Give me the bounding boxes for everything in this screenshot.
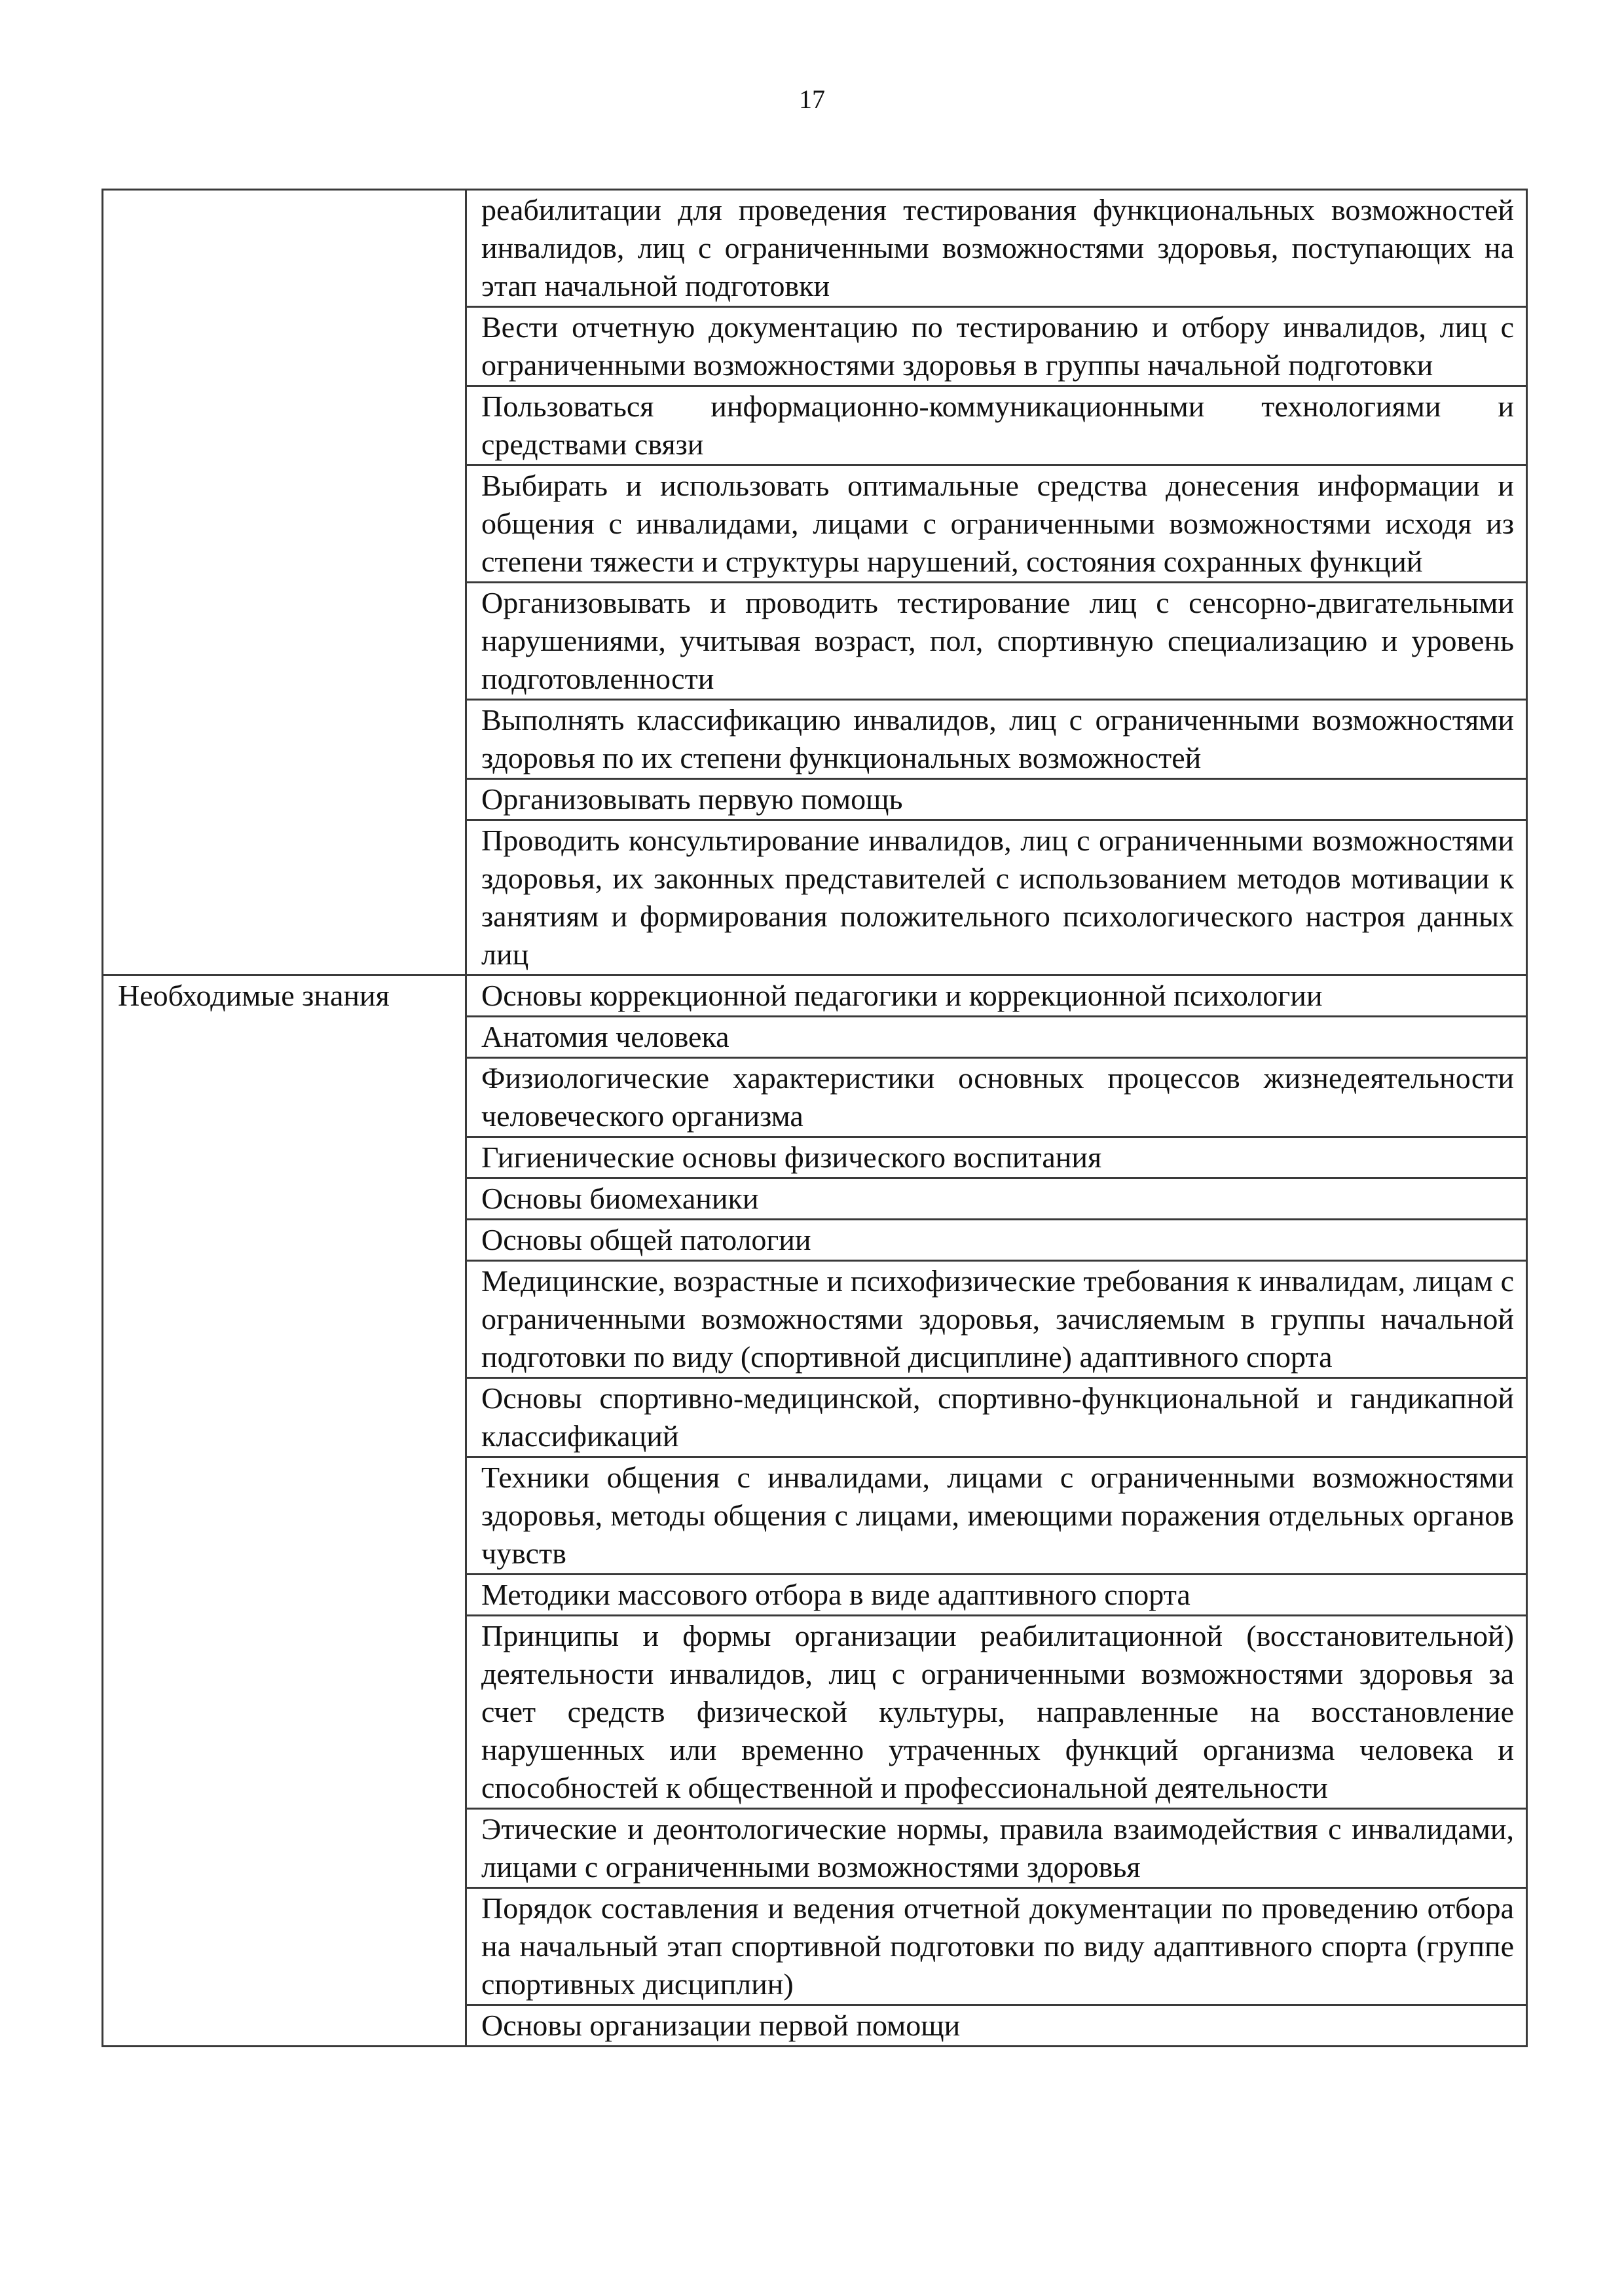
competency-table — [101, 189, 1528, 2047]
knowledge-item: Физиологические характеристики основных процессов жизнедеятельности человеческого организма — [466, 1058, 1527, 1137]
skill-item: Организовывать первую помощь — [466, 779, 1527, 820]
knowledge-item: Основы организации первой помощи — [466, 2005, 1527, 2047]
page-number: 17 — [799, 84, 825, 114]
skill-item: Организовывать и проводить тестирование лиц с сенсорно-двигательными нарушениями, учитывая возраст, пол, спортивную специализацию и уровень подготовленности — [466, 583, 1527, 700]
skill-item: Выполнять классификацию инвалидов, лиц с ограниченными возможностями здоровья по их степени функциональных возможностей — [466, 700, 1527, 779]
skill-item: реабилитации для проведения тестирования функциональных возможностей инвалидов, лиц с ограниченными возможностями здоровья, поступающих на этап начальной подготовки — [466, 190, 1527, 307]
knowledge-item: Основы коррекционной педагогики и коррекционной психологии — [466, 975, 1527, 1017]
knowledge-item: Основы биомеханики — [466, 1178, 1527, 1220]
skill-item: Выбирать и использовать оптимальные средства донесения информации и общения с инвалидами, лицами с ограниченными возможностями исходя из степени тяжести и структуры нарушений, состояния сохранных функций — [466, 465, 1527, 583]
knowledge-item: Порядок составления и ведения отчетной документации по проведению отбора на начальный этап спортивной подготовки по виду адаптивного спорта (группе спортивных дисциплин) — [466, 1888, 1527, 2005]
knowledge-item: Методики массового отбора в виде адаптивного спорта — [466, 1575, 1527, 1616]
table-row — [103, 190, 1527, 307]
knowledge-item: Основы спортивно-медицинской, спортивно-функциональной и гандикапной классификаций — [466, 1378, 1527, 1457]
knowledge-item: Этические и деонтологические нормы, правила взаимодействия с инвалидами, лицами с ограниченными возможностями здоровья — [466, 1809, 1527, 1888]
knowledge-item: Медицинские, возрастные и психофизические требования к инвалидам, лицам с ограниченными возможностями здоровья, зачисляемым в группы начальной подготовки по виду (спортивной дисциплине) адаптивного спорта — [466, 1261, 1527, 1378]
skill-item: Пользоваться информационно-коммуникационными технологиями и средствами связи — [466, 386, 1527, 465]
knowledge-item: Анатомия человека — [466, 1017, 1527, 1058]
skill-item: Вести отчетную документацию по тестированию и отбору инвалидов, лиц с ограниченными возможностями здоровья в группы начальной подготовки — [466, 307, 1527, 386]
skills-label-cell-continued — [103, 190, 466, 975]
knowledge-item: Принципы и формы организации реабилитационной (восстановительной) деятельности инвалидов, лиц с ограниченными возможностями здоровья за счет средств физической культуры, направленные на восстановление нарушенных или временно утраченных функций организма человека и способностей к общественной и профессиональной деятельности — [466, 1616, 1527, 1809]
knowledge-item: Гигиенические основы физического воспитания — [466, 1137, 1527, 1178]
skill-item: Проводить консультирование инвалидов, лиц с ограниченными возможностями здоровья, их законных представителей с использованием методов мотивации к занятиям и формирования положительного психологического настроя данных лиц — [466, 820, 1527, 975]
knowledge-item: Техники общения с инвалидами, лицами с ограниченными возможностями здоровья, методы общения с лицами, имеющими поражения отдельных органов чувств — [466, 1457, 1527, 1575]
knowledge-label: Необходимые знания — [103, 975, 466, 2047]
knowledge-item: Основы общей патологии — [466, 1220, 1527, 1261]
table-row — [103, 975, 1527, 1017]
